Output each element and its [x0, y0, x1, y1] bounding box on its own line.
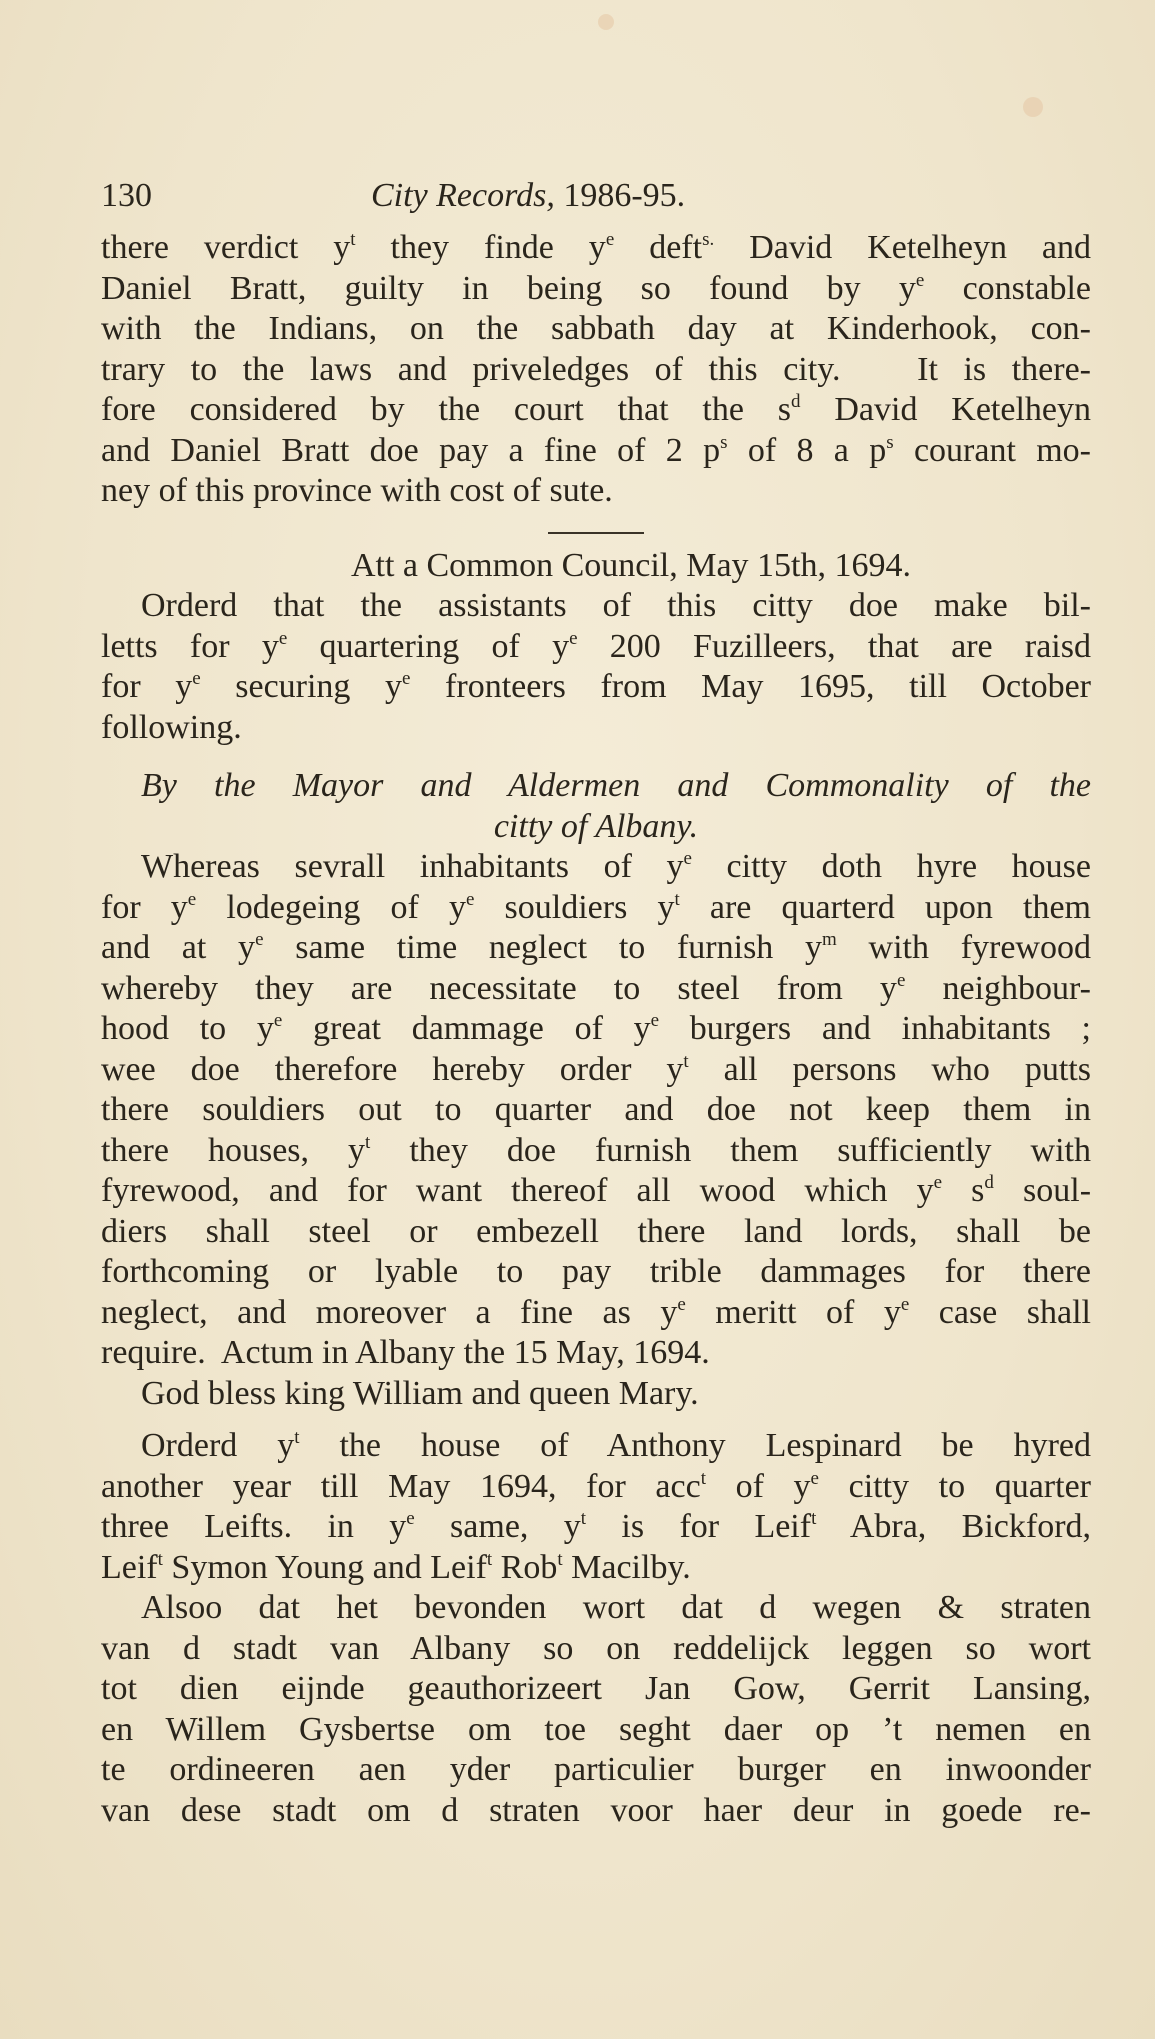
council-heading: Att a Common Council, May 15th, 1694.: [350, 546, 912, 584]
text-line: tot dien eijnde geauthorizeert Jan Gow, Gerrit Lansing,: [101, 1670, 1091, 1707]
section-divider: [548, 532, 644, 534]
text-line: en Willem Gysbertse om toe seght daer op ’t nemen en: [101, 1710, 1091, 1748]
text-line: te ordineeren aen yder particulier burger en inwoonder: [101, 1751, 1091, 1788]
text-line: Leif$^t$ Symon Young and Leif$^t$ Rob$^t$ Macilby.: [101, 1548, 691, 1586]
text-line: hood to $y^e$ great dammage of $y^e$ burgers and inhabitants ;: [101, 1010, 1091, 1047]
text-line: and at $y^e$ same time neglect to furnish $y^m$ with fyrewood: [101, 929, 1091, 966]
text-line: fore considered by the court that the $s^d$ David Ketelheyn: [101, 391, 1091, 428]
paper-stain: [598, 14, 614, 30]
running-title-years: 1986-95.: [563, 177, 686, 214]
text-line: following.: [101, 708, 242, 746]
text-line: fyrewood, and for want thereof all wood which $y^e$ $s^d$ soul-: [101, 1172, 1092, 1209]
text-line: whereby they are necessitate to steel from $y^e$ neighbour-: [101, 969, 1091, 1007]
text-line: there houses, $y^t$ they doe furnish them sufficiently with: [101, 1131, 1091, 1169]
text-line: there souldiers out to quarter and doe not keep them in: [101, 1091, 1091, 1128]
text-line: Alsoo dat het bevonden wort dat d wegen & straten: [141, 1589, 1091, 1626]
running-title: [371, 176, 685, 216]
page-number: 130: [101, 177, 152, 214]
paragraph-billets: [101, 586, 1091, 748]
text-line: for $y^e$ lodegeing of $y^e$ souldiers $y^t$ are quarterd upon them: [101, 888, 1091, 926]
spacer: [101, 748, 1091, 766]
text-line: van dese stadt om d straten voor haer deur in goede re-: [101, 1791, 1091, 1829]
paragraph-verdict: [101, 228, 1091, 512]
proclamation-heading: [101, 766, 1091, 847]
page-header: [101, 176, 1091, 228]
blessing-line: God bless king William and queen Mary.: [141, 1374, 699, 1412]
text-line: Orderd $y^t$ the house of Anthony Lespinard be hyred: [141, 1427, 1091, 1464]
paragraph-lespinard: [101, 1426, 1091, 1588]
paper-stain: [1023, 97, 1043, 117]
text-line: Daniel Bratt, guilty in being so found by $y^e$ constable: [101, 269, 1091, 307]
page-text: [101, 176, 1091, 1831]
text-line: neglect, and moreover a fine as $y^e$ meritt of $y^e$ case shall: [101, 1293, 1091, 1331]
text-line: require. Actum in Albany the 15 May, 1694.: [101, 1334, 710, 1371]
text-line: and Daniel Bratt doe pay a fine of 2 $p^s$ of 8 a $p^s$ courant mo-: [101, 431, 1091, 469]
spacer: [101, 1414, 1091, 1426]
text-line: another year till May 1694, for acc$^t$ of $y^e$ citty to quarter: [101, 1467, 1091, 1505]
text-line: forthcoming or lyable to pay trible dammages for there: [101, 1253, 1091, 1290]
paragraph-dutch: [101, 1588, 1091, 1831]
text-line: with the Indians, on the sabbath day at Kinderhook, con-: [101, 310, 1091, 347]
text-line: there verdict $y^t$ they finde $y^e$ deft$^{s.}$ David Ketelheyn and: [101, 229, 1091, 266]
text-line: three Leifts. in $y^e$ same, $y^t$ is for Leif$^t$ Abra, Bickford,: [101, 1508, 1092, 1545]
paragraph-proclamation: [101, 847, 1091, 1374]
proclamation-heading-line: By the Mayor and Aldermen and Commonality of the: [141, 767, 1091, 804]
text-line: trary to the laws and priveledges of this city. It is there-: [101, 350, 1091, 388]
text-line: van d stadt van Albany so on reddelijck leggen so wort: [101, 1629, 1091, 1667]
text-line: wee doe therefore hereby order $y^t$ all persons who putts: [101, 1050, 1091, 1088]
text-line: for $y^e$ securing $y^e$ fronteers from May 1695, till October: [101, 668, 1091, 705]
text-line: Orderd that the assistants of this citty doe make bil-: [141, 587, 1091, 624]
text-line: Whereas sevrall inhabitants of $y^e$ citty doth hyre house: [141, 848, 1091, 885]
text-line: letts for $y^e$ quartering of $y^e$ 200 Fuzilleers, that are raisd: [101, 627, 1091, 665]
text-line: diers shall steel or embezell there land lords, shall be: [101, 1212, 1091, 1250]
text-line: ney of this province with cost of sute.: [101, 472, 613, 509]
proclamation-heading-line: citty of Albany.: [493, 807, 699, 845]
running-title-text: City Records,: [371, 177, 555, 214]
